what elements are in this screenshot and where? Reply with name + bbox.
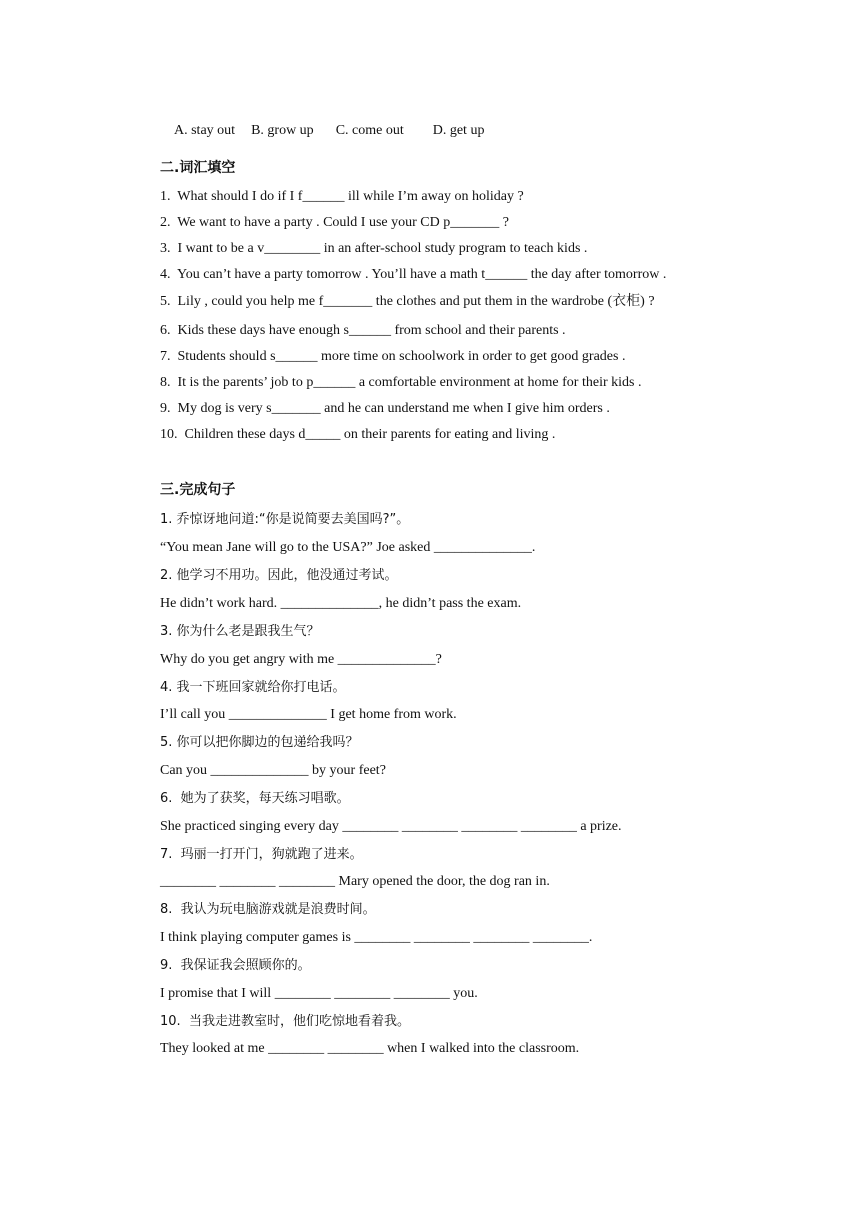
vocab-item-3: 3. I want to be a v________ in an after-school study program to teach kids . bbox=[160, 241, 588, 256]
sentence-4-english: I’ll call you ______________ I get home from work. bbox=[160, 707, 457, 722]
sentence-1-chinese: 1. 乔惊讶地问道:“你是说简要去美国吗?”。 bbox=[160, 512, 410, 527]
sentence-7-english: ________ ________ ________ Mary opened the door, the dog ran in. bbox=[160, 874, 550, 889]
vocab-item-7: 7. Students should s______ more time on schoolwork in order to get good grades . bbox=[160, 349, 626, 364]
sentence-3-english: Why do you get angry with me ______________? bbox=[160, 652, 442, 667]
vocab-item-8: 8. It is the parents’ job to p______ a comfortable environment at home for their kids . bbox=[160, 375, 642, 390]
vocab-item-9: 9. My dog is very s_______ and he can understand me when I give him orders . bbox=[160, 401, 610, 416]
vocab-item-2: 2. We want to have a party . Could I use your CD p_______ ? bbox=[160, 215, 509, 230]
option-c: C. come out bbox=[335, 123, 404, 138]
vocab-item-5: 5. Lily , could you help me f_______ the clothes and put them in the wardrobe (衣柜) ? bbox=[160, 294, 655, 309]
sentence-8-chinese: 8. 我认为玩电脑游戏就是浪费时间。 bbox=[160, 902, 376, 917]
vocab-item-10: 10. Children these days d_____ on their parents for eating and living . bbox=[160, 427, 556, 442]
sentence-1-english: “You mean Jane will go to the USA?” Joe asked ______________. bbox=[160, 540, 536, 555]
vocab-item-6: 6. Kids these days have enough s______ from school and their parents . bbox=[160, 323, 566, 338]
option-a: A. stay out bbox=[174, 123, 236, 138]
sentence-5-chinese: 5. 你可以把你脚边的包递给我吗？ bbox=[160, 735, 359, 750]
sentence-10-english: They looked at me ________ ________ when I walked into the classroom. bbox=[160, 1041, 580, 1056]
section-3-title: 三.完成句子 bbox=[160, 482, 236, 498]
vocab-item-1: 1. What should I do if I f______ ill while I’m away on holiday ? bbox=[160, 189, 524, 204]
sentence-9-english: I promise that I will ________ ________ ________ you. bbox=[160, 986, 478, 1001]
section-2-title: 二.词汇填空 bbox=[160, 160, 236, 176]
sentence-6-english: She practiced singing every day ________ ________ ________ ________ a prize. bbox=[160, 819, 622, 834]
options-line bbox=[160, 104, 484, 158]
sentence-9-chinese: 9. 我保证我会照顾你的。 bbox=[160, 958, 311, 973]
option-d: D. get up bbox=[432, 123, 485, 138]
sentence-5-english: Can you ______________ by your feet? bbox=[160, 763, 386, 778]
sentence-7-chinese: 7. 玛丽一打开门，狗就跑了进来。 bbox=[160, 847, 363, 862]
sentence-2-english: He didn’t work hard. ______________, he didn’t pass the exam. bbox=[160, 596, 522, 611]
option-b: B. grow up bbox=[251, 123, 314, 138]
vocab-item-4: 4. You can’t have a party tomorrow . You’ll have a math t______ the day after tomorrow . bbox=[160, 267, 667, 282]
sentence-8-english: I think playing computer games is ________ ________ ________ ________. bbox=[160, 930, 593, 945]
sentence-3-chinese: 3. 你为什么老是跟我生气？ bbox=[160, 624, 320, 639]
sentence-4-chinese: 4. 我一下班回家就给你打电话。 bbox=[160, 680, 346, 695]
sentence-10-chinese: 10. 当我走进教室时，他们吃惊地看着我。 bbox=[160, 1014, 410, 1029]
sentence-2-chinese: 2. 他学习不用功。因此，他没通过考试。 bbox=[160, 568, 398, 583]
sentence-6-chinese: 6. 她为了获奖，每天练习唱歌。 bbox=[160, 791, 350, 806]
